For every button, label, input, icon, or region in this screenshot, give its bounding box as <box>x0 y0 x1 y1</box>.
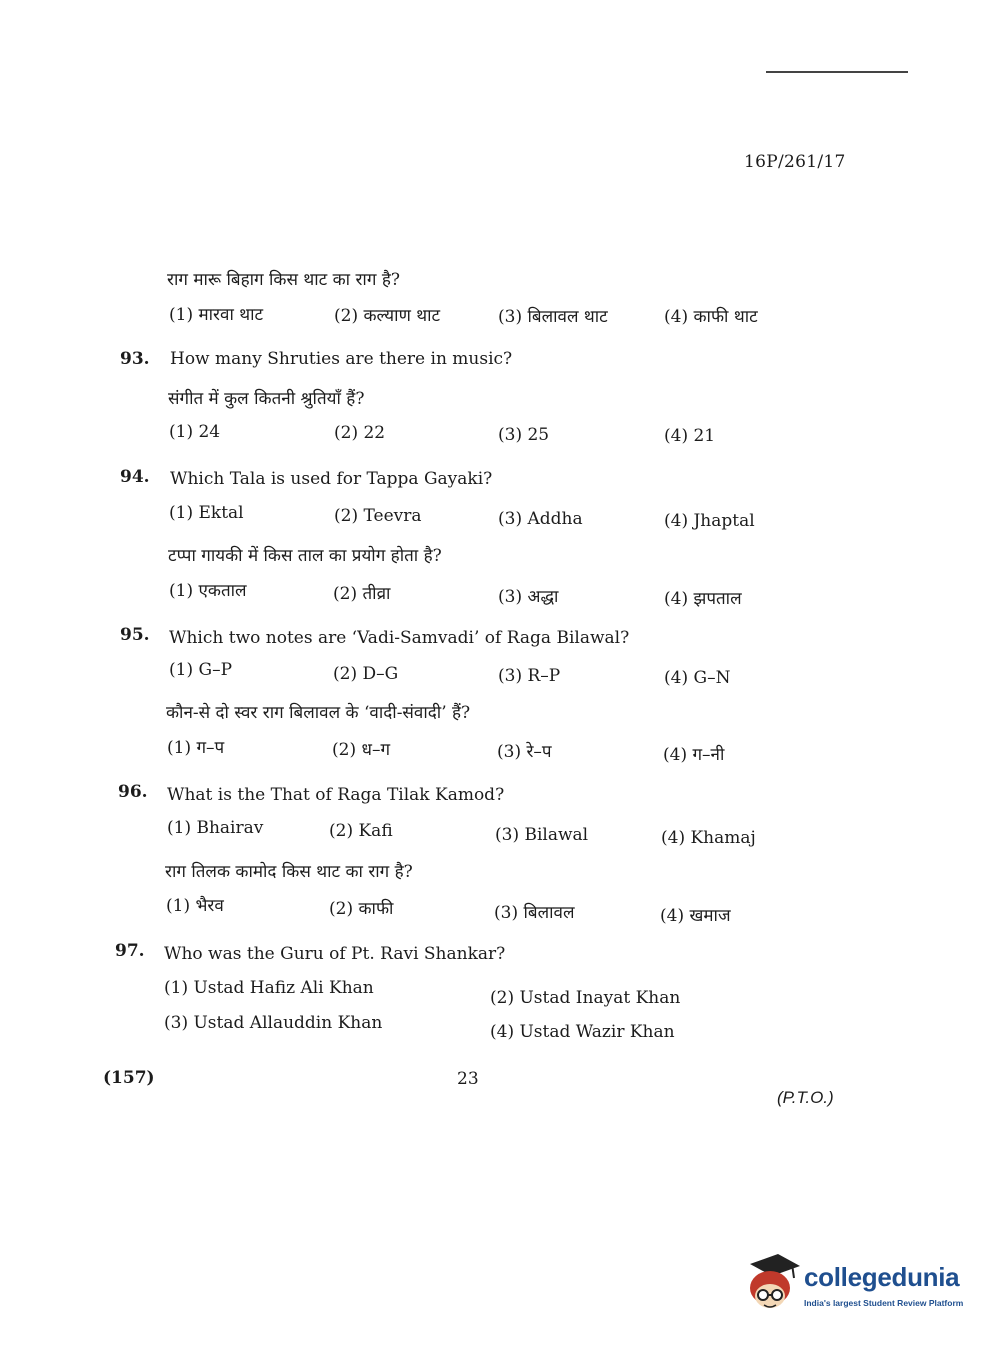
q97-english: Who was the Guru of Pt. Ravi Shankar? <box>164 944 506 964</box>
q93-hindi: संगीत में कुल कितनी श्रुतियाँ हैं? <box>168 389 365 409</box>
q97-option-1: (1) Ustad Hafiz Ali Khan <box>164 978 374 998</box>
q96-option-en-4: (4) Khamaj <box>661 828 756 848</box>
q95-option-en-2: (2) D–G <box>333 664 399 684</box>
q95-option-en-4: (4) G–N <box>664 668 731 688</box>
q97-number: 97. <box>115 941 145 961</box>
q92-option-3: (3) बिलावल थाट <box>498 307 608 327</box>
q94-option-hi-4: (4) झपताल <box>664 589 742 609</box>
q94-option-hi-3: (3) अद्धा <box>498 587 559 607</box>
q93-number: 93. <box>120 349 150 369</box>
logo-name: collegedunia <box>804 1262 960 1292</box>
q97-option-2: (2) Ustad Inayat Khan <box>490 988 681 1008</box>
footer-code: (157) <box>103 1068 155 1088</box>
q96-option-hi-1: (1) भैरव <box>166 896 224 916</box>
q95-hindi: कौन-से दो स्वर राग बिलावल के ‘वादी-संवादी’ हैं? <box>166 703 471 723</box>
q92-option-1: (1) मारवा थाट <box>169 305 264 325</box>
q92-option-4: (4) काफी थाट <box>664 307 758 327</box>
q94-option-en-4: (4) Jhaptal <box>664 511 755 531</box>
q96-number: 96. <box>118 782 148 802</box>
q93-option-1: (1) 24 <box>169 422 221 442</box>
q96-option-hi-4: (4) खमाज <box>660 906 731 926</box>
q95-option-en-3: (3) R–P <box>498 666 561 686</box>
q94-english: Which Tala is used for Tappa Gayaki? <box>170 469 493 489</box>
pto-label: (P.T.O.) <box>777 1088 834 1107</box>
q92-option-2: (2) कल्याण थाट <box>334 306 441 326</box>
q96-option-en-1: (1) Bhairav <box>167 818 264 838</box>
q92-hindi: राग मारू बिहाग किस थाट का राग है? <box>167 270 400 290</box>
q93-option-3: (3) 25 <box>498 425 550 445</box>
q94-hindi: टप्पा गायकी में किस ताल का प्रयोग होता है? <box>168 546 442 566</box>
q94-option-en-1: (1) Ektal <box>169 503 244 523</box>
q94-option-en-3: (3) Addha <box>498 509 583 529</box>
q96-option-hi-3: (3) बिलावल <box>494 903 575 923</box>
q94-number: 94. <box>120 467 150 487</box>
q93-option-4: (4) 21 <box>664 426 716 446</box>
q95-number: 95. <box>120 625 150 645</box>
q95-option-en-1: (1) G–P <box>169 660 233 680</box>
q95-english: Which two notes are ‘Vadi-Samvadi’ of Raga Bilawal? <box>169 628 630 648</box>
q96-option-en-2: (2) Kafi <box>329 821 393 841</box>
logo-tagline: India's largest Student Review Platform <box>804 1298 964 1308</box>
q97-option-3: (3) Ustad Allauddin Khan <box>164 1013 383 1033</box>
page-number: 23 <box>457 1069 479 1089</box>
q96-option-en-3: (3) Bilawal <box>495 825 589 845</box>
header-rule <box>766 71 908 73</box>
collegedunia-logo <box>744 1252 969 1322</box>
q94-option-hi-2: (2) तीव्रा <box>333 584 391 604</box>
q93-english: How many Shruties are there in music? <box>170 349 513 369</box>
q95-option-hi-3: (3) रे–प <box>497 742 552 762</box>
q97-option-4: (4) Ustad Wazir Khan <box>490 1022 675 1042</box>
paper-code: 16P/261/17 <box>744 152 846 172</box>
q96-english: What is the That of Raga Tilak Kamod? <box>167 785 505 805</box>
q95-option-hi-2: (2) ध–ग <box>332 740 391 760</box>
q94-option-hi-1: (1) एकताल <box>169 581 247 601</box>
q96-hindi: राग तिलक कामोद किस थाट का राग है? <box>165 862 413 882</box>
q95-option-hi-1: (1) ग–प <box>167 738 225 758</box>
q93-option-2: (2) 22 <box>334 423 386 443</box>
q96-option-hi-2: (2) काफी <box>329 899 394 919</box>
q95-option-hi-4: (4) ग–नी <box>663 745 725 765</box>
mascot-icon <box>744 1252 802 1316</box>
q94-option-en-2: (2) Teevra <box>334 506 422 526</box>
